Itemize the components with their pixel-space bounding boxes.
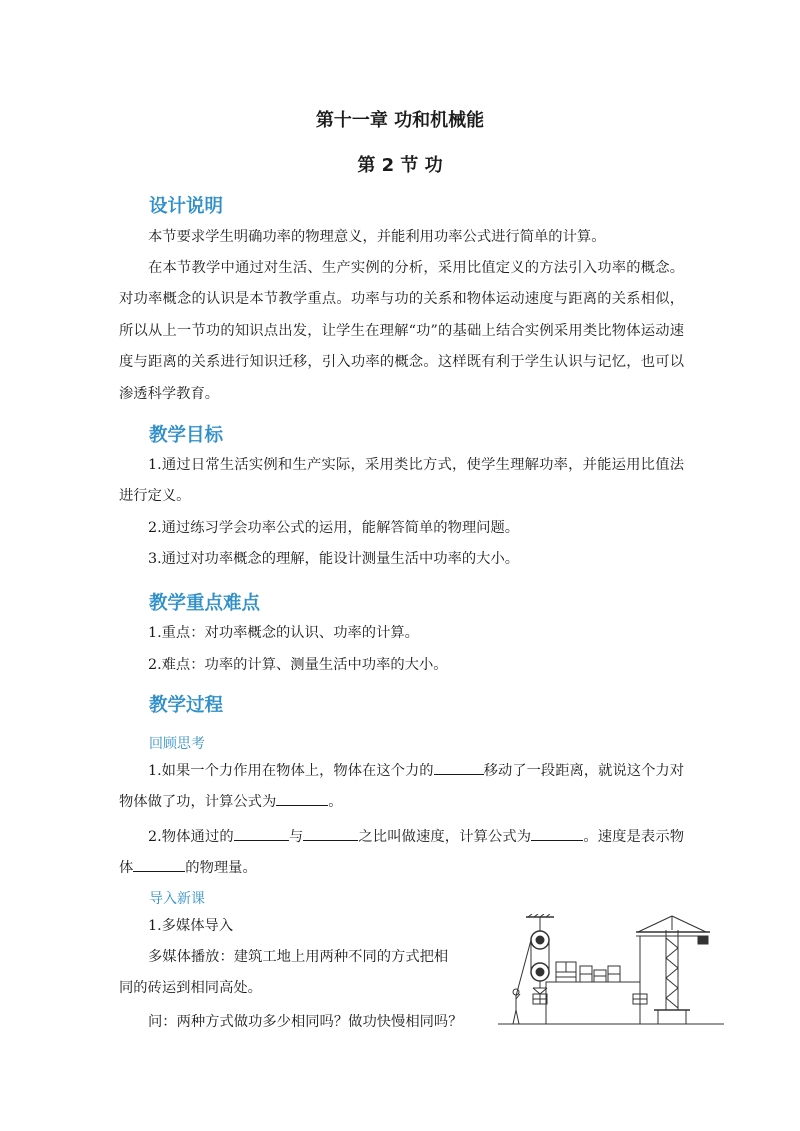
process-heading: 教学过程: [149, 695, 224, 716]
fill-blank[interactable]: [303, 826, 358, 841]
review-question-2: [119, 822, 684, 885]
q1-text-a: 1.如果一个力作用在物体上，物体在这个力的: [148, 763, 434, 779]
design-heading: 设计说明: [149, 196, 224, 217]
intro-play: 多媒体播放：建筑工地上用两种不同的方式把相同的砖运到相同高处。: [119, 949, 449, 997]
q2-text-a: 2.物体通过的: [148, 829, 234, 845]
keypoint-item-1: 1.重点：对功率概念的认识、功率的计算。: [148, 625, 419, 641]
goal-item-2: 2.通过练习学会功率公式的运用，能解答简单的物理问题。: [148, 520, 520, 536]
fill-blank[interactable]: [234, 826, 289, 841]
intro-item-1: 1.多媒体导入: [148, 918, 234, 934]
fill-blank[interactable]: [531, 826, 583, 841]
goal-item-3: 3.通过对功率概念的理解，能设计测量生活中功率的大小。: [148, 551, 520, 567]
design-paragraph-2: 在本节教学中通过对生活、生产实例的分析，采用比值定义的方法引入功率的概念。对功率概念的认识是本节教学重点。功率与功的关系和物体运动速度与距离的关系相似，所以从上一节功的知识点出发，让学生在理解“功”的基础上结合实例采用类比物体运动速度与距离的关系进行知识迁移，引入功率的概念。这样既有利于学生认识与记忆，也可以渗透科学教育。: [119, 260, 684, 402]
review-question-1: [119, 756, 684, 819]
q1-text-b: 移动了一段距离，就说这个力对物体做了功，计算公式为: [119, 763, 685, 811]
chapter-title: 第十一章 功和机械能: [315, 110, 485, 131]
section-title: 第 2 节 功: [357, 155, 443, 176]
fill-blank[interactable]: [276, 791, 328, 806]
q2-text-c: 之比叫做速度，计算公式为: [358, 829, 532, 845]
intro-question: 问：两种方式做功多少相同吗？做功快慢相同吗？: [148, 1014, 463, 1030]
construction-pulley-and-crane-icon: [498, 914, 724, 1032]
review-heading: 回顾思考: [149, 736, 205, 752]
goals-heading: 教学目标: [149, 425, 224, 446]
intro-heading: 导入新课: [149, 891, 205, 907]
q2-text-d: 。速度是表示物体: [119, 829, 685, 877]
q1-text-c: 。: [328, 794, 343, 811]
design-paragraph-1: 本节要求学生明确功率的物理意义，并能利用功率公式进行简单的计算。: [148, 229, 606, 245]
q2-text-b: 与: [288, 829, 304, 845]
q2-text-e: 的物理量。: [185, 860, 257, 877]
fill-blank[interactable]: [133, 857, 185, 872]
fill-blank[interactable]: [434, 760, 484, 775]
keypoints-heading: 教学重点难点: [149, 593, 261, 614]
goal-item-1: 1.通过日常生活实例和生产实际，采用类比方式，使学生理解功率，并能运用比值法进行定义。: [119, 457, 684, 505]
keypoint-item-2: 2.难点：功率的计算、测量生活中功率的大小。: [148, 657, 448, 673]
